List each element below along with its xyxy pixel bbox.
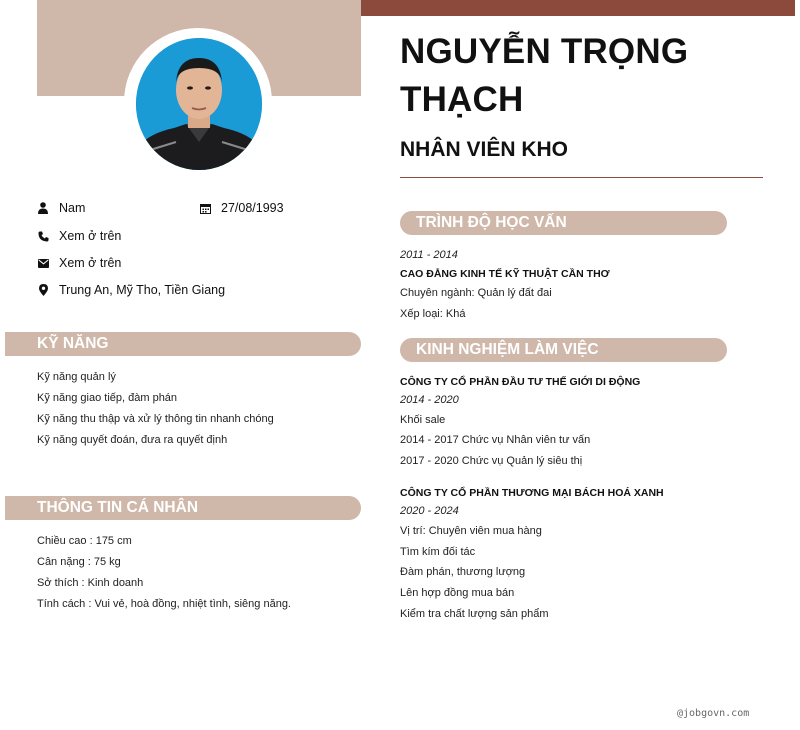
skills-heading: KỸ NĂNG xyxy=(5,332,361,356)
contact-address xyxy=(37,283,225,297)
experience-heading: KINH NGHIỆM LÀM VIỆC xyxy=(400,338,727,362)
footer-watermark: @jobgovn.com xyxy=(677,708,750,719)
personal-item: Tính cách : Vui vẻ, hoà đồng, nhiệt tình, siêng năng. xyxy=(37,598,291,610)
job-period: 2014 - 2020 xyxy=(400,394,459,406)
skill-item: Kỹ năng quyết đoán, đưa ra quyết định xyxy=(37,434,228,446)
email-text: Xem ở trên xyxy=(59,256,122,270)
user-icon xyxy=(37,202,49,214)
job-period: 2020 - 2024 xyxy=(400,505,459,517)
job-detail: Tìm kím đối tác xyxy=(400,546,476,558)
birthdate-text: 27/08/1993 xyxy=(221,201,284,215)
education-major: Chuyên ngành: Quản lý đất đai xyxy=(400,287,552,299)
education-grade: Xếp loại: Khá xyxy=(400,308,466,320)
job-company: CÔNG TY CỔ PHẦN ĐẦU TƯ THẾ GIỚI DI ĐỘNG xyxy=(400,376,641,388)
calendar-icon xyxy=(199,202,211,214)
email-icon xyxy=(37,257,49,269)
education-heading: TRÌNH ĐỘ HỌC VẤN xyxy=(400,211,727,235)
address-text: Trung An, Mỹ Tho, Tiền Giang xyxy=(59,283,226,297)
job-detail: Đàm phán, thương lượng xyxy=(400,566,526,578)
personal-info-heading: THÔNG TIN CÁ NHÂN xyxy=(5,496,361,520)
top-accent-bar xyxy=(361,0,795,16)
avatar xyxy=(136,38,262,170)
personal-item: Cân nặng : 75 kg xyxy=(37,556,121,568)
job-detail: Vị trí: Chuyên viên mua hàng xyxy=(400,525,542,537)
skill-item: Kỹ năng thu thập và xử lý thông tin nhanh chóng xyxy=(37,413,274,425)
job-company: CÔNG TY CỔ PHẦN THƯƠNG MẠI BÁCH HOÁ XANH xyxy=(400,487,664,499)
job-title: NHÂN VIÊN KHO xyxy=(400,138,569,161)
job-detail: Lên hợp đồng mua bán xyxy=(400,587,515,599)
personal-item: Sở thích : Kinh doanh xyxy=(37,577,144,589)
job-detail: 2017 - 2020 Chức vụ Quản lý siêu thị xyxy=(400,455,583,467)
candidate-name: NGUYỄN TRỌNG THẠCH xyxy=(400,32,689,119)
education-school: CAO ĐẲNG KINH TẾ KỸ THUẬT CẦN THƠ xyxy=(400,268,610,280)
contact-phone xyxy=(37,229,121,243)
phone-text: Xem ở trên xyxy=(59,229,122,243)
skill-item: Kỹ năng quản lý xyxy=(37,371,116,383)
job-detail: Khối sale xyxy=(400,414,446,426)
location-icon xyxy=(37,284,49,296)
personal-item: Chiều cao : 175 cm xyxy=(37,535,132,547)
gender-text: Nam xyxy=(59,201,86,215)
title-divider xyxy=(400,177,763,178)
contact-gender xyxy=(37,201,85,215)
contact-email xyxy=(37,256,121,270)
job-detail: Kiểm tra chất lượng sản phẩm xyxy=(400,608,549,620)
skill-item: Kỹ năng giao tiếp, đàm phán xyxy=(37,392,178,404)
phone-icon xyxy=(37,230,49,242)
education-period: 2011 - 2014 xyxy=(400,249,458,261)
job-detail: 2014 - 2017 Chức vụ Nhân viên tư vấn xyxy=(400,434,591,446)
contact-birthdate xyxy=(199,201,284,215)
